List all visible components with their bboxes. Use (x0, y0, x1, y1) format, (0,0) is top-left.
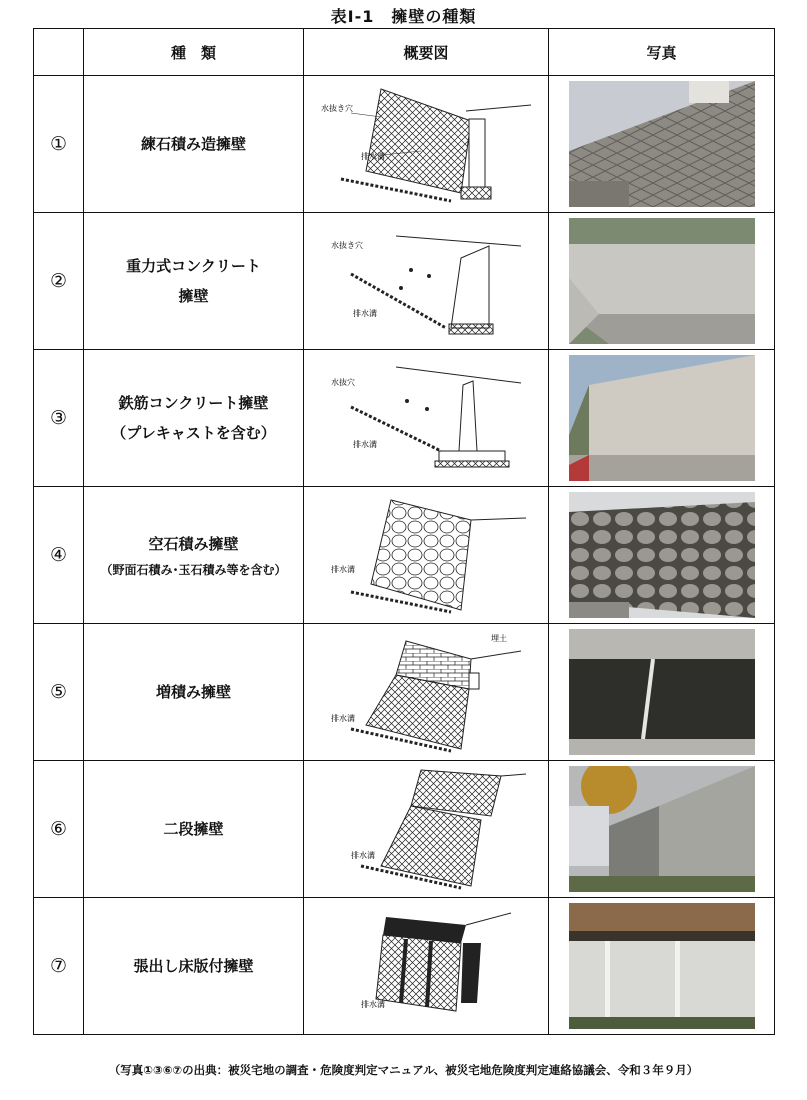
photo-source-note: （写真①③⑥⑦の出典：被災宅地の調査・危険度判定マニュアル、被災宅地危険度判定連絡協議会、令和３年９月） (108, 1063, 699, 1077)
wall-type-name: 増積み擁壁 (84, 624, 304, 761)
table-row (34, 761, 775, 898)
dry-stone-wall-photo (569, 492, 755, 618)
table-header-row (34, 29, 775, 76)
photo-cell (549, 213, 775, 350)
drain-label: 排水溝 (353, 309, 377, 318)
table-row (34, 898, 775, 1035)
gravity-concrete-wall-photo (569, 218, 755, 344)
diagram-added-stack-wall (304, 624, 549, 761)
wall-type-name: 練石積み造擁壁 (84, 76, 304, 213)
row-number: ⑦ (34, 898, 84, 1035)
row-number: ① (34, 76, 84, 213)
photo-cell (549, 761, 775, 898)
wall-type-name: 空石積み擁壁 （野面石積み･玉石積み等を含む） (84, 487, 304, 624)
drain-label: 排水溝 (361, 152, 385, 161)
weep-hole-label: 水抜き穴 (331, 241, 363, 250)
header-number (34, 29, 84, 76)
photo-cell (549, 624, 775, 761)
masonry-wall-photo (569, 81, 755, 207)
wall-type-name: 鉄筋コンクリート擁壁 （プレキャストを含む） (84, 350, 304, 487)
diagram-two-tier-wall (304, 761, 549, 898)
table-row (34, 213, 775, 350)
photo-cell (549, 487, 775, 624)
diagram-rc-wall (304, 350, 549, 487)
drain-label: 排水溝 (361, 1000, 385, 1009)
table-row (34, 487, 775, 624)
drain-label: 排水溝 (331, 714, 355, 723)
header-photo: 写真 (549, 29, 775, 76)
diagram-gravity-concrete-wall (304, 213, 549, 350)
table-row (34, 76, 775, 213)
row-number: ④ (34, 487, 84, 624)
wall-type-name: 二段擁壁 (84, 761, 304, 898)
rc-wall-photo (569, 355, 755, 481)
photo-cell (549, 898, 775, 1035)
photo-cell (549, 76, 775, 213)
drain-label: 排水溝 (331, 565, 355, 574)
wall-type-name: 張出し床版付擁壁 (84, 898, 304, 1035)
header-diagram: 概要図 (304, 29, 549, 76)
row-number: ⑥ (34, 761, 84, 898)
fill-soil-label: 埋土 (491, 634, 507, 643)
drain-label: 排水溝 (351, 851, 375, 860)
diagram-cantilever-slab-wall (304, 898, 549, 1035)
weep-hole-label: 水抜き穴 (321, 104, 353, 113)
cantilever-slab-wall-photo (569, 903, 755, 1029)
two-tier-wall-photo (569, 766, 755, 892)
table-row (34, 624, 775, 761)
weep-hole-label: 水抜穴 (331, 378, 355, 387)
wall-type-name: 重力式コンクリート 擁壁 (84, 213, 304, 350)
table-title: 表Ⅰ-1 擁壁の種類 (330, 7, 477, 26)
photo-cell (549, 350, 775, 487)
header-type: 種 類 (84, 29, 304, 76)
row-number: ② (34, 213, 84, 350)
diagram-dry-stone-wall (304, 487, 549, 624)
drain-label: 排水溝 (353, 440, 377, 449)
table-row (34, 350, 775, 487)
diagram-masonry-wall (304, 76, 549, 213)
added-stack-wall-photo (569, 629, 755, 755)
retaining-wall-types-table (33, 28, 775, 1035)
row-number: ⑤ (34, 624, 84, 761)
row-number: ③ (34, 350, 84, 487)
